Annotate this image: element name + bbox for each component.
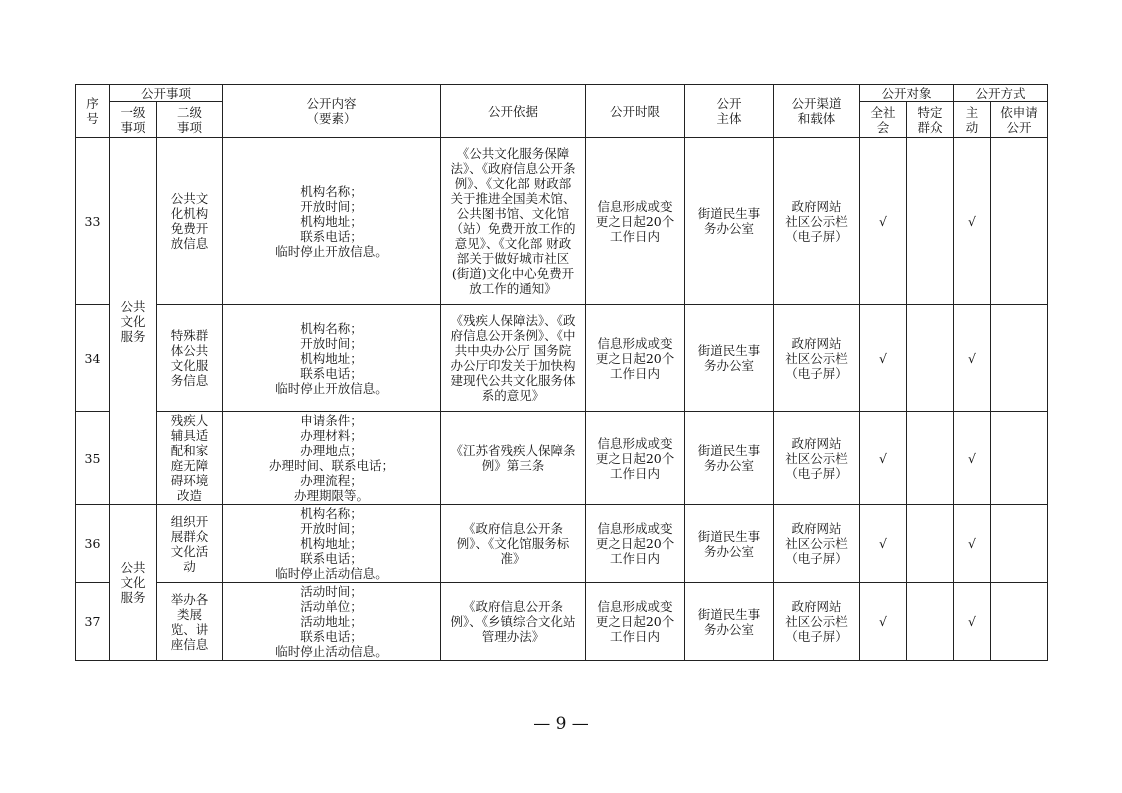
header-specific-group: 特定群众 bbox=[907, 102, 954, 138]
table-row bbox=[76, 138, 1048, 305]
row-seq: 37 bbox=[76, 583, 110, 661]
row-timing: 信息形成或变更之日起20个工作日内 bbox=[586, 412, 685, 505]
row-all-society: √ bbox=[860, 412, 907, 505]
row-content: 活动时间； 活动单位； 活动地址； 联系电话； 临时停止活动信息。 bbox=[223, 583, 441, 661]
row-timing: 信息形成或变更之日起20个工作日内 bbox=[586, 138, 685, 305]
disclosure-table bbox=[75, 84, 1048, 661]
row-timing: 信息形成或变更之日起20个工作日内 bbox=[586, 583, 685, 661]
row-channel: 政府网站 社区公示栏 （电子屏） bbox=[774, 505, 860, 583]
row-specific-group bbox=[907, 138, 954, 305]
header-items-group: 公开事项 bbox=[110, 85, 223, 102]
row-on-request bbox=[991, 505, 1048, 583]
header-timing: 公开时限 bbox=[586, 85, 685, 138]
group-label: 公共文化服务 bbox=[110, 138, 157, 505]
header-level1: 一级事项 bbox=[110, 102, 157, 138]
table-row bbox=[76, 305, 1048, 412]
row-timing: 信息形成或变更之日起20个工作日内 bbox=[586, 305, 685, 412]
row-subject: 街道民生事务办公室 bbox=[685, 505, 774, 583]
row-all-society: √ bbox=[860, 583, 907, 661]
row-basis: 《江苏省残疾人保障条例》第三条 bbox=[441, 412, 586, 505]
row-all-society: √ bbox=[860, 138, 907, 305]
row-on-request bbox=[991, 412, 1048, 505]
row-channel: 政府网站 社区公示栏 （电子屏） bbox=[774, 583, 860, 661]
row-subject: 街道民生事务办公室 bbox=[685, 305, 774, 412]
header-seq: 序号 bbox=[76, 85, 110, 138]
row-on-request bbox=[991, 138, 1048, 305]
header-content: 公开内容 （要素） bbox=[223, 85, 441, 138]
row-seq: 33 bbox=[76, 138, 110, 305]
header-channel: 公开渠道 和载体 bbox=[774, 85, 860, 138]
table-row bbox=[76, 583, 1048, 661]
row-on-request bbox=[991, 305, 1048, 412]
row-content: 机构名称； 开放时间； 机构地址； 联系电话； 临时停止开放信息。 bbox=[223, 138, 441, 305]
row-active: √ bbox=[954, 138, 991, 305]
row-specific-group bbox=[907, 305, 954, 412]
row-basis: 《政府信息公开条例》、《文化馆服务标准》 bbox=[441, 505, 586, 583]
row-timing: 信息形成或变更之日起20个工作日内 bbox=[586, 505, 685, 583]
row-seq: 34 bbox=[76, 305, 110, 412]
row-level2: 残疾人辅具适配和家庭无障碍环境改造 bbox=[157, 412, 223, 505]
row-level2: 特殊群体公共文化服务信息 bbox=[157, 305, 223, 412]
header-audience-group: 公开对象 bbox=[860, 85, 954, 102]
row-content: 机构名称； 开放时间； 机构地址； 联系电话； 临时停止活动信息。 bbox=[223, 505, 441, 583]
table-row bbox=[76, 505, 1048, 583]
header-subject: 公开 主体 bbox=[685, 85, 774, 138]
header-row-1 bbox=[76, 85, 1048, 102]
row-seq: 36 bbox=[76, 505, 110, 583]
row-channel: 政府网站 社区公示栏 （电子屏） bbox=[774, 305, 860, 412]
row-active: √ bbox=[954, 583, 991, 661]
row-specific-group bbox=[907, 412, 954, 505]
row-specific-group bbox=[907, 505, 954, 583]
page-number: — 9 — bbox=[533, 714, 589, 734]
header-method-group: 公开方式 bbox=[954, 85, 1048, 102]
row-active: √ bbox=[954, 305, 991, 412]
row-channel: 政府网站 社区公示栏 （电子屏） bbox=[774, 138, 860, 305]
row-level2: 举办各类展览、讲座信息 bbox=[157, 583, 223, 661]
header-level2: 二级事项 bbox=[157, 102, 223, 138]
row-subject: 街道民生事务办公室 bbox=[685, 138, 774, 305]
row-basis: 《残疾人保障法》、《政府信息公开条例》、《中共中央办公厅 国务院办公厅印发关于加快构建现代公共文化服务体系的意见》 bbox=[441, 305, 586, 412]
row-on-request bbox=[991, 583, 1048, 661]
row-active: √ bbox=[954, 412, 991, 505]
header-on-request: 依申请公开 bbox=[991, 102, 1048, 138]
row-active: √ bbox=[954, 505, 991, 583]
row-seq: 35 bbox=[76, 412, 110, 505]
row-channel: 政府网站 社区公示栏 （电子屏） bbox=[774, 412, 860, 505]
row-basis: 《公共文化服务保障法》、《政府信息公开条例》、《文化部 财政部关于推进全国美术馆、公共图书馆、文化馆（站）免费开放工作的意见》、《文化部 财政部关于做好城市社区(街道)文化中心免费开放工作的通知》 bbox=[441, 138, 586, 305]
row-all-society: √ bbox=[860, 305, 907, 412]
header-active: 主动 bbox=[954, 102, 991, 138]
row-all-society: √ bbox=[860, 505, 907, 583]
row-subject: 街道民生事务办公室 bbox=[685, 412, 774, 505]
row-level2: 公共文化机构免费开放信息 bbox=[157, 138, 223, 305]
group-label: 公共文化服务 bbox=[110, 505, 157, 661]
row-level2: 组织开展群众文化活动 bbox=[157, 505, 223, 583]
header-basis: 公开依据 bbox=[441, 85, 586, 138]
row-subject: 街道民生事务办公室 bbox=[685, 583, 774, 661]
row-basis: 《政府信息公开条例》、《乡镇综合文化站管理办法》 bbox=[441, 583, 586, 661]
row-content: 机构名称； 开放时间； 机构地址； 联系电话； 临时停止开放信息。 bbox=[223, 305, 441, 412]
row-content: 申请条件； 办理材料； 办理地点； 办理时间、联系电话； 办理流程； 办理期限等。 bbox=[223, 412, 441, 505]
row-specific-group bbox=[907, 583, 954, 661]
table-row bbox=[76, 412, 1048, 505]
header-all-society: 全社会 bbox=[860, 102, 907, 138]
